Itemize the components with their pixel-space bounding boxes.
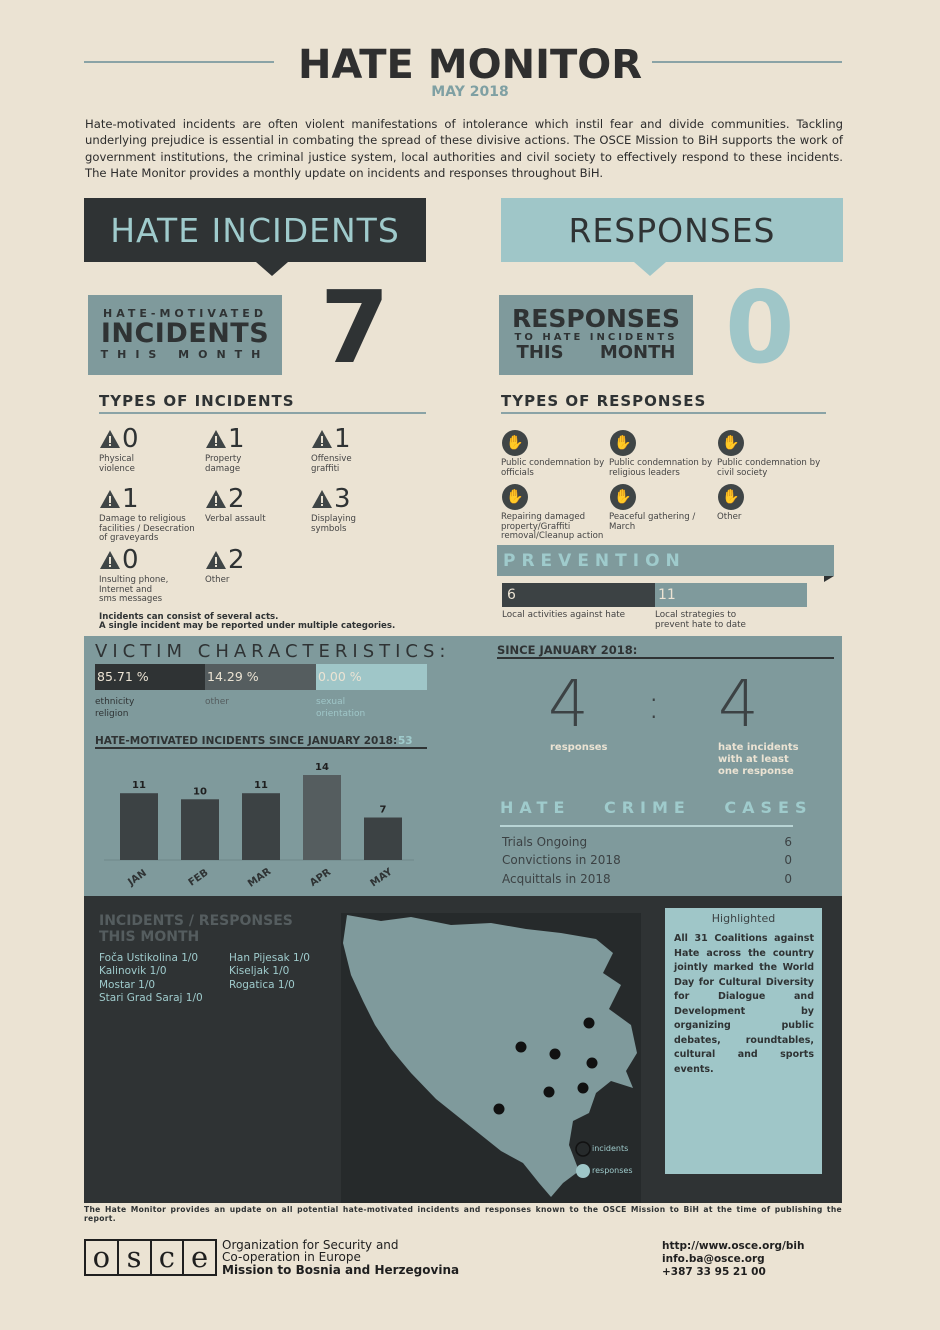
local-activities-bar: 6: [502, 583, 655, 607]
warning-icon: [311, 489, 333, 509]
local-activities-label: Local activities against hate: [502, 610, 626, 620]
chart-value-label: 11: [132, 780, 146, 792]
incident-type-count: 3: [334, 484, 351, 514]
org-name-line2: Co-operation in Europe: [222, 1250, 361, 1264]
incident-type-label: Insulting phone, Internet and sms messages: [99, 575, 169, 605]
stop-hand-icon: ✋: [718, 430, 744, 456]
types-responses-rule: [501, 412, 826, 414]
page-subtitle: MAY 2018: [431, 84, 509, 100]
location-item: Rogatica 1/0: [229, 979, 295, 991]
warning-icon: [205, 550, 227, 570]
hate-crime-row-label: Trials Ongoing: [502, 835, 588, 849]
monthly-incidents-chart: [84, 760, 424, 895]
org-name-line1: Organization for Security and: [222, 1238, 399, 1252]
incident-type-count: 0: [122, 424, 139, 454]
location-item: Kalinovik 1/0: [99, 965, 167, 977]
victim-label-sexual-orientation: sexual orientation: [316, 697, 366, 719]
chart-bar-may: [364, 818, 402, 861]
stop-hand-icon: ✋: [502, 430, 528, 456]
hate-incidents-pointer: [256, 262, 288, 276]
stop-hand-icon: ✋: [718, 484, 744, 510]
incident-type-header: [99, 426, 139, 452]
chart-bar-jan: [120, 793, 158, 860]
bih-map: [341, 913, 641, 1203]
hate-crime-row: [502, 835, 792, 849]
response-type-label: Peaceful gathering / March: [609, 512, 696, 532]
incident-type: [311, 426, 411, 474]
hate-crime-row: [502, 853, 792, 867]
incident-type-count: 2: [228, 484, 245, 514]
warning-icon: [205, 489, 227, 509]
response-type-label: Public condemnation by officials: [501, 458, 605, 478]
chart-category-label: MAY: [368, 866, 395, 890]
incidents-responses-title-line1: INCIDENTS / RESPONSES: [99, 913, 293, 929]
since-separator: :: [647, 682, 661, 728]
hate-crime-row-value: 6: [784, 835, 792, 849]
incident-type-label: Damage to religious facilities / Desecration of graveyards: [99, 514, 195, 544]
incidents-box-line2: INCIDENTS: [100, 318, 270, 349]
incidents-responses-title: [99, 913, 293, 945]
intro-paragraph: Hate-motivated incidents are often violent manifestations of intolerance which instil fear and divide communities. Tackling underlying prejudice is essential in combating the spread of these divisive actions. The OSCE Mission to BiH supports the work of government institutions, the criminal justice system, local authorities and civil society to effectively respond to these incidents. The Hate Monitor provides a monthly update on incidents and responses throughout BiH.: [85, 117, 843, 180]
response-type: [501, 484, 606, 542]
contact-email[interactable]: info.ba@osce.org: [662, 1253, 765, 1265]
page-title: HATE MONITOR: [297, 42, 643, 88]
hate-crime-row-value: 0: [784, 872, 792, 886]
incident-type-header: [311, 426, 351, 452]
chart-value-label: 7: [379, 804, 387, 816]
logo-letter: o: [86, 1241, 117, 1274]
chart-category-label: FEB: [186, 867, 211, 889]
chart-bar-feb: [181, 799, 219, 860]
responses-box-line1: RESPONSES: [512, 304, 680, 333]
victim-characteristics-title: VICTIM CHARACTERISTICS:: [95, 641, 451, 662]
contact-url[interactable]: http://www.osce.org/bih: [662, 1240, 805, 1252]
incident-type: [99, 486, 199, 544]
victim-label-ethnicity: ethnicity religion: [95, 697, 135, 719]
chart-bar-mar: [242, 793, 280, 860]
incidents-responses-title-line2: THIS MONTH: [99, 929, 200, 945]
location-item: Foča Ustikolina 1/0: [99, 952, 199, 964]
stop-hand-icon: ✋: [610, 430, 636, 456]
response-type: [609, 484, 714, 532]
local-strategies-label: Local strategies to prevent hate to date: [655, 610, 746, 630]
incidents-box-line3: THIS MONTH: [100, 348, 270, 361]
warning-icon: [99, 429, 121, 449]
chart-category-label: APR: [308, 866, 334, 889]
incident-type-count: 0: [122, 545, 139, 575]
incident-type: [311, 486, 411, 534]
monthly-chart-title: HATE-MOTIVATED INCIDENTS SINCE JANUARY 2018:: [95, 735, 398, 747]
since-responses-label: responses: [550, 742, 608, 753]
incident-type-header: [99, 486, 139, 512]
logo-letter: s: [119, 1241, 150, 1274]
incidents-note-2: A single incident may be reported under multiple categories.: [99, 621, 396, 631]
incident-type-header: [205, 547, 245, 573]
hate-incidents-header: HATE INCIDENTS: [84, 198, 426, 262]
hate-crime-row: [502, 872, 792, 886]
incidents-box-line1: HATE-MOTIVATED: [103, 307, 267, 320]
incident-type-count: 1: [334, 424, 351, 454]
legend-incidents-label: incidents: [592, 1144, 629, 1153]
chart-value-label: 11: [254, 780, 268, 792]
prevention-banner-fold: [824, 576, 834, 582]
warning-icon: [311, 429, 333, 449]
response-type-label: Public condemnation by civil society: [717, 458, 821, 478]
incident-type: [205, 486, 305, 525]
response-type-label: Repairing damaged property/Graffiti removal/Cleanup action: [501, 512, 604, 542]
incident-type-label: Physical violence: [99, 454, 135, 474]
location-item: Han Pijesak 1/0: [229, 952, 310, 964]
hate-crime-rule: [500, 825, 793, 827]
incident-type-label: Displaying symbols: [311, 514, 356, 534]
chart-category-label: JAN: [126, 867, 149, 889]
incident-type-label: Offensive graffiti: [311, 454, 352, 474]
org-name-line3: Mission to Bosnia and Herzegovina: [222, 1263, 460, 1277]
response-type: [717, 430, 822, 478]
responses-pointer: [634, 262, 666, 276]
responses-count: 0: [725, 269, 795, 386]
response-type: [717, 484, 822, 523]
victim-bar-ethnicity: 85.71 %: [95, 664, 205, 690]
location-item: Kiseljak 1/0: [229, 965, 290, 977]
legend-incidents-marker: [576, 1142, 590, 1156]
chart-value-label: 10: [193, 786, 207, 798]
highlighted-text: All 31 Coalitions against Hate across the country jointly marked the World Day for Cultural Diversity for Dialogue and Development by organizing public debates, roundtables, cultural and sports events.: [674, 933, 814, 1075]
responses-box-line2: TO HATE INCIDENTS: [514, 332, 678, 343]
victim-bar-other: 14.29 %: [205, 664, 316, 690]
types-incidents-rule: [99, 412, 426, 414]
incident-type-header: [311, 486, 351, 512]
bih-map-land: [343, 915, 637, 1197]
incident-type-header: [205, 426, 245, 452]
chart-value-label: 14: [315, 762, 329, 773]
victim-bar-sexual-orientation: 0.00 %: [316, 664, 427, 690]
prevention-banner: PREVENTION: [497, 545, 834, 576]
incident-type-count: 1: [228, 424, 245, 454]
incident-type: [205, 426, 305, 474]
incident-type: [99, 547, 199, 605]
responses-box-line3: THIS MONTH: [516, 342, 676, 363]
response-type: [501, 430, 606, 478]
osce-logo: [84, 1239, 217, 1276]
incidents-count-box: [88, 295, 282, 375]
contact-phone: +387 33 95 21 00: [662, 1266, 766, 1278]
response-type: [609, 430, 714, 478]
since-incidents-count: 4: [718, 668, 759, 742]
incident-type-header: [205, 486, 245, 512]
incident-type-label: Verbal assault: [205, 514, 266, 524]
monthly-chart-rule: [95, 747, 427, 749]
response-type-label: Other: [717, 512, 742, 522]
types-of-incidents-title: TYPES OF INCIDENTS: [99, 392, 295, 410]
incidents-count: 7: [320, 269, 390, 386]
stop-hand-icon: ✋: [502, 484, 528, 510]
stop-hand-icon: ✋: [610, 484, 636, 510]
hate-crime-row-label: Convictions in 2018: [502, 853, 621, 867]
incidents-note-1: Incidents can consist of several acts.: [99, 612, 279, 622]
since-responses-count: 4: [548, 668, 589, 742]
incident-type-count: 2: [228, 545, 245, 575]
responses-count-box: [499, 295, 693, 375]
response-type-label: Public condemnation by religious leaders: [609, 458, 713, 478]
title-rule-left: [84, 61, 274, 63]
incident-type-label: Other: [205, 575, 230, 585]
legend-responses-marker: [576, 1164, 590, 1178]
since-january-title: SINCE JANUARY 2018:: [497, 643, 638, 657]
title-rule-right: [652, 61, 842, 63]
location-item: Stari Grad Saraj 1/0: [99, 992, 203, 1004]
incident-type-label: Property damage: [205, 454, 242, 474]
local-strategies-bar: 11: [655, 583, 807, 607]
legend-responses-label: responses: [592, 1166, 633, 1175]
incident-type-count: 1: [122, 484, 139, 514]
warning-icon: [99, 550, 121, 570]
logo-letter: e: [184, 1241, 215, 1274]
warning-icon: [205, 429, 227, 449]
incident-type-header: [99, 547, 139, 573]
since-incidents-label: hate incidents with at least one response: [718, 742, 799, 777]
chart-category-label: MAR: [246, 866, 274, 890]
highlighted-title: Highlighted: [711, 912, 776, 925]
hate-crime-row-value: 0: [784, 853, 792, 867]
types-of-responses-title: TYPES OF RESPONSES: [501, 392, 707, 410]
logo-letter: c: [152, 1241, 183, 1274]
footer-note: The Hate Monitor provides an update on all potential hate-motivated incidents and responses known to the OSCE Mission to BiH at the time of publishing the report.: [84, 1205, 842, 1223]
chart-bar-apr: [303, 775, 341, 860]
responses-header: RESPONSES: [501, 198, 843, 262]
victim-label-other: other: [205, 697, 229, 707]
monthly-chart-total: 53: [398, 735, 413, 747]
hate-crime-cases-title: HATE CRIME CASES: [500, 798, 813, 817]
incident-type: [205, 547, 305, 586]
incident-type: [99, 426, 199, 474]
since-january-rule: [497, 657, 834, 659]
warning-icon: [99, 489, 121, 509]
location-item: Mostar 1/0: [99, 979, 156, 991]
hate-crime-row-label: Acquittals in 2018: [502, 872, 611, 886]
